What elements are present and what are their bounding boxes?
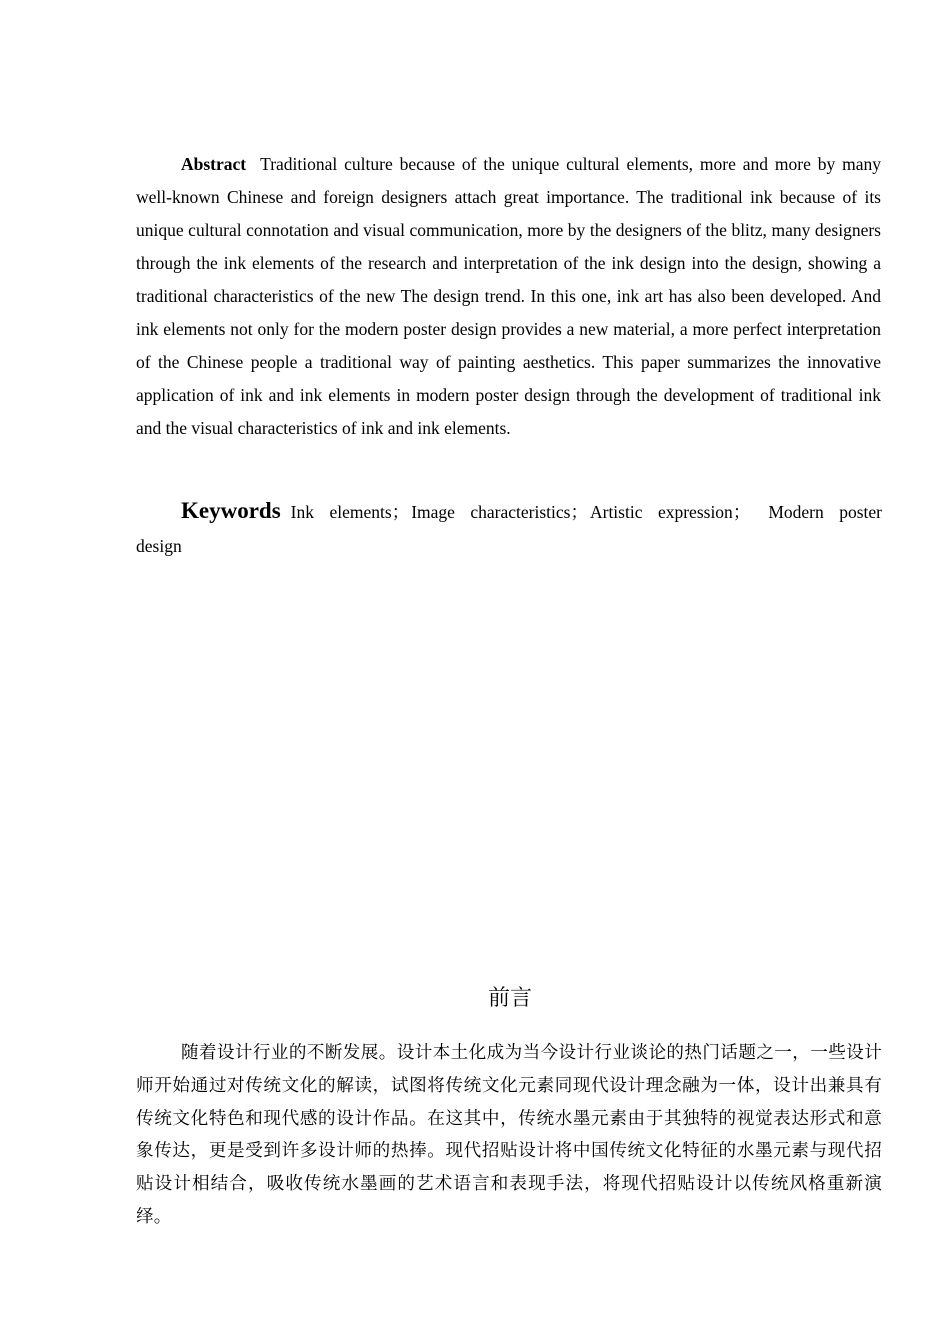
keyword-item: Image characteristics: [411, 502, 571, 522]
keyword-item: Ink elements: [290, 502, 392, 522]
keyword-separator: ；: [570, 502, 588, 522]
keyword-separator: ；: [732, 502, 751, 522]
keyword-separator: ；: [391, 502, 410, 522]
keywords-paragraph: [136, 494, 882, 563]
preface-paragraph: 随着设计行业的不断发展。设计本土化成为当今设计行业谈论的热门话题之一，一些设计师开始通过对传统文化的解读，试图将传统文化元素同现代设计理念融为一体，设计出兼具有传统文化特色和现代感的设计作品。在这其中，传统水墨元素由于其独特的视觉表达形式和意象传达，更是受到许多设计师的热捧。现代招贴设计将中国传统文化特征的水墨元素与现代招贴设计相结合，吸收传统水墨画的艺术语言和表现手法，将现代招贴设计以传统风格重新演绎。: [136, 1043, 882, 1227]
abstract-text: Traditional culture because of the unique cultural elements, more and more by many well-known Chinese and foreign designers attach great importance. The traditional ink because of its unique cultural connotation and visual communication, more by the designers of the blitz, many designers through the ink elements of the research and interpretation of the ink design into the design, showing a traditional characteristics of the new The design trend. In this one, ink art has also been developed. And ink elements not only for the modern poster design provides a new material, a more perfect interpretation of the Chinese people a traditional way of painting aesthetics. This paper summarizes the innovative application of ink and ink elements in modern poster design through the development of traditional ink and the visual characteristics of ink and ink elements.: [136, 154, 881, 438]
abstract-label: Abstract: [181, 154, 247, 174]
keyword-item: Modern poster design: [136, 502, 882, 556]
keywords-label: Keywords: [181, 498, 281, 523]
preface-title: 前言: [487, 986, 532, 1011]
abstract-paragraph: [136, 148, 881, 445]
keyword-item: Artistic expression: [589, 502, 733, 522]
